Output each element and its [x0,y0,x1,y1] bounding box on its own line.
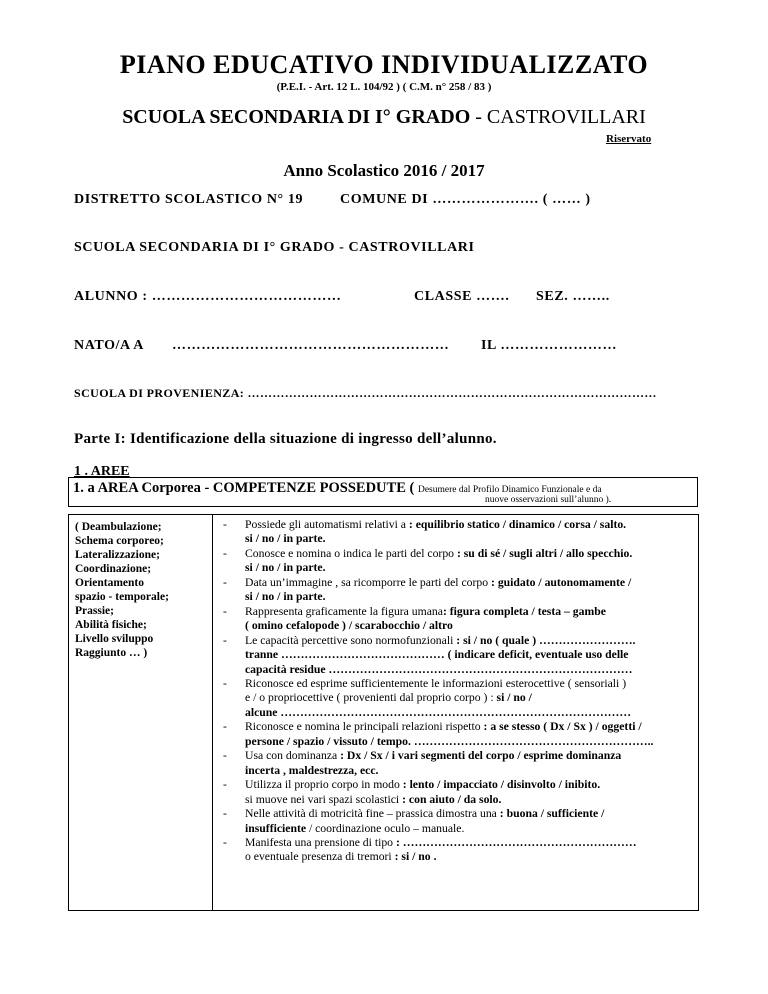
area-category-line: Abilità fisiche; [75,619,147,631]
item-text: incerta , maldestrezza, ecc. [245,763,379,777]
scuola-field: SCUOLA SECONDARIA DI I° GRADO - CASTROVILLARI [74,240,475,255]
item-text: Utilizza il proprio corpo in modo [245,778,403,792]
item-text: : …………………………………………………… [395,835,637,849]
item-line [245,561,699,575]
item-line [245,663,699,677]
item-text: e / o propriocettive ( provenienti dal proprio corpo ) : [245,691,497,705]
column-divider [212,515,213,911]
area-header-box [68,477,698,507]
area-category-line: ( Deambulazione; [75,521,162,533]
item-line [245,706,699,720]
item-text: : si / no . [394,850,437,864]
item-text: si muove nei vari spazi scolastici [245,792,403,806]
bullet-dash: - [223,807,227,821]
item-line [245,850,699,864]
item-text: Nelle attività di motricità fine – prassica dimostra una [245,807,500,821]
list-item [223,547,699,576]
item-text: Rappresenta graficamente la figura umana [245,604,443,618]
item-text: Riconosce e nomina le principali relazioni rispetto [245,720,484,734]
document-title: PIANO EDUCATIVO INDIVIDUALIZZATO [119,50,649,79]
bullet-dash: - [223,575,227,589]
item-line [245,605,699,619]
item-line [245,749,699,763]
item-text: Riconosce ed esprime sufficientemente le informazioni esterocettive ( sensoriali ) [245,676,627,690]
item-text: persone / spazio / vissuto / tempo. …………………………………………………….. [245,734,654,748]
item-line [245,764,699,778]
area-category-line: spazio - temporale; [75,591,169,603]
item-text: insufficiente [245,821,307,835]
list-item [223,807,699,836]
area-note-2: nuove osservazioni sull’alunno ). [485,495,612,505]
item-text: si / no / [496,691,532,705]
item-text: : equilibrio statico / dinamico / corsa / salto. [408,518,627,531]
list-item [223,605,699,634]
alunno-field: ALUNNO : ………………………………… [74,289,342,304]
aree-heading: 1 . AREE [74,464,130,479]
classe-field: CLASSE ……. [414,289,510,304]
school-year: Anno Scolastico 2016 / 2017 [283,161,485,180]
bullet-dash: - [223,749,227,763]
item-line [245,778,699,792]
area-category-line: Raggiunto … ) [75,647,148,659]
item-line [245,532,699,546]
school-heading [0,106,768,129]
item-text: : su di sé / sugli altri / allo specchio. [456,546,633,560]
item-line [245,720,699,734]
item-text: : si / no ( quale ) ……………………. [456,633,636,647]
area-note-1: Desumere dal Profilo Dinamico Funzionale e da [417,485,602,495]
item-text: : a se stesso ( Dx / Sx ) / oggetti / [483,720,642,734]
item-line [245,836,699,850]
comune-field: COMUNE DI …………………. ( …… ) [340,192,591,207]
item-text: Le capacità percettive sono normofunzionali [245,633,457,647]
item-line [245,648,699,662]
item-line [245,590,699,604]
item-text: / coordinazione oculo – manuale. [306,821,465,835]
item-text: Conosce e nomina o indica le parti del corpo [245,546,457,560]
nato-label: NATO/A A [74,338,145,353]
bullet-dash: - [223,546,227,560]
item-text: : lento / impacciato / disinvolto / inibito. [402,778,601,792]
bullet-dash: - [223,835,227,849]
item-text: : guidato / autonomamente / [491,575,632,589]
list-item [223,518,699,547]
item-text: scarabocchio / altro [352,619,453,633]
bullet-dash: - [223,778,227,792]
item-line [245,619,699,633]
school-city: - CASTROVILLARI [470,106,646,128]
item-text: o eventuale presenza di tremori [245,850,395,864]
bullet-dash: - [223,518,227,531]
distretto-field: DISTRETTO SCOLASTICO N° 19 [74,192,304,207]
area-categories [75,520,169,660]
item-line [245,518,699,532]
item-text: si / no / in parte. [245,561,326,575]
bullet-dash: - [223,604,227,618]
item-line [245,691,699,705]
list-item [223,677,699,720]
item-text: tranne …………………………………… ( indicare deficit, eventuale uso delle [245,648,629,662]
area-title-text: 1. a AREA Corporea - COMPETENZE POSSEDUTE ( [73,480,418,496]
competenze-table [68,514,699,911]
list-item [223,749,699,778]
parte-heading: Parte I: Identificazione della situazione di ingresso dell’alunno. [74,431,497,447]
sez-field: SEZ. …….. [536,289,610,304]
area-category-line: Orientamento [75,577,144,589]
item-line [245,634,699,648]
item-text: : buona / sufficiente / [499,807,605,821]
item-text: capacità residue …………………………………………………………………… [245,662,633,676]
list-item [223,836,699,865]
bullet-dash: - [223,676,227,690]
list-item [223,576,699,605]
il-field: IL …………………… [481,338,618,353]
list-item [223,720,699,749]
item-text: Data un’immagine , sa ricomporre le parti del corpo [245,575,491,589]
item-line [245,822,699,836]
item-line [245,807,699,821]
item-line [245,735,699,749]
area-category-line: Prassie; [75,605,114,617]
item-text: si / no / in parte. [245,532,326,546]
item-line [245,576,699,590]
item-text: alcune ……………………………………………………………………………… [245,705,632,719]
document-subtitle: (P.E.I. - Art. 12 L. 104/92 ) ( C.M. n° 258 / 83 ) [276,81,492,93]
bullet-dash: - [223,720,227,734]
item-text: Possiede gli automatismi relativi a [245,518,409,531]
item-text: Usa con dominanza [245,749,341,763]
item-text: : con aiuto / da solo. [402,792,502,806]
item-line [245,677,699,691]
area-category-line: Livello sviluppo [75,633,154,645]
school-name: SCUOLA SECONDARIA DI I° GRADO [122,106,471,128]
riservato-label: Riservato [606,133,652,145]
item-text: : Dx / Sx / i vari segmenti del corpo / esprime dominanza [340,749,622,763]
list-item [223,778,699,807]
list-item [223,634,699,677]
competenze-list [223,518,699,865]
item-text: ( omino cefalopode ) / [245,619,353,633]
area-category-line: Lateralizzazione; [75,549,160,561]
item-text: : figura completa / testa – gambe [442,604,606,618]
provenienza-field: SCUOLA DI PROVENIENZA: ……………………………………………………………………………………… [74,386,657,400]
item-line [245,547,699,561]
area-category-line: Coordinazione; [75,563,152,575]
item-text: Manifesta una prensione di tipo [245,835,396,849]
bullet-dash: - [223,633,227,647]
area-category-line: Schema corporeo; [75,535,164,547]
nato-dots: ………………………………………………… [172,338,450,353]
item-text: si / no / in parte. [245,590,326,604]
item-line [245,793,699,807]
